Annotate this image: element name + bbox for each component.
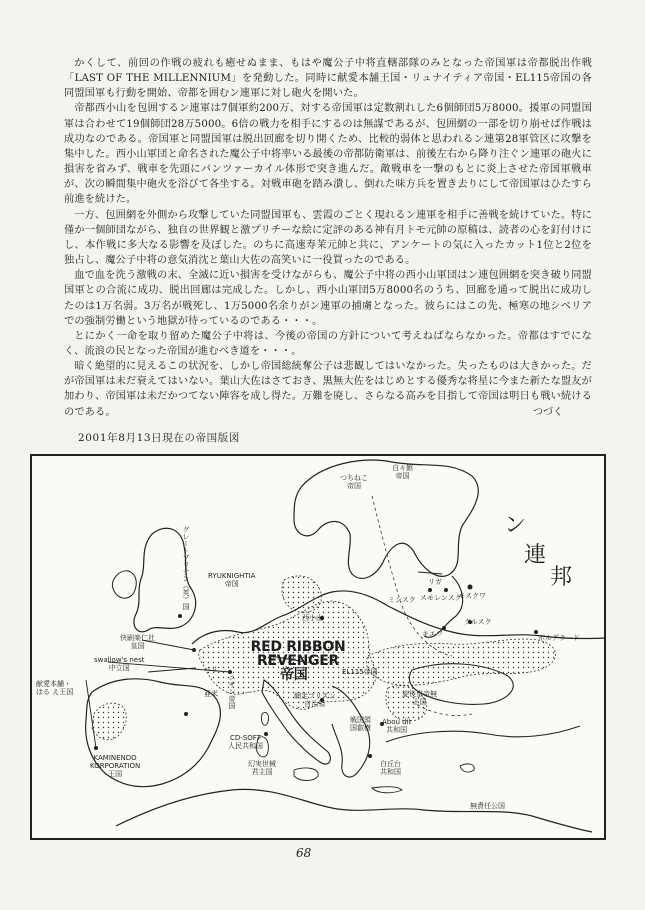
label-kenai: 献愛本舗・ はる え王国 xyxy=(36,680,74,696)
label-teikoku-main: 帝国 xyxy=(280,667,308,683)
label-kiev: キエフ xyxy=(422,630,443,638)
label-abouto: Abou dit 共和国 xyxy=(382,718,412,734)
map-caption: 2001年8月13日現在の帝国版図 xyxy=(78,432,240,444)
label-swallow: swallow's nest 中立国 xyxy=(94,656,145,672)
crete xyxy=(372,787,402,793)
cyprus xyxy=(460,764,474,772)
label-smolensk: スモレンスク xyxy=(420,594,462,602)
label-riga: リガ xyxy=(428,578,442,586)
label-cd-soft: CD-SOFT 人民共和国 xyxy=(228,734,263,750)
label-shirasagikan: 白々館 帝国 xyxy=(392,464,413,480)
label-paris: パリ xyxy=(204,666,218,674)
body-text xyxy=(64,56,592,420)
label-red-ribbon: RED RIBBON REVENGER xyxy=(250,639,346,669)
label-ussr-bang: 邦 xyxy=(550,565,573,590)
label-ussr-n: ン xyxy=(504,513,527,538)
scandinavia-outline xyxy=(294,460,478,578)
paragraph: 一方、包囲網を外側から攻撃していた同盟国軍も、雲霞のごとく現れるン連軍を相手に善戦を続けていた。特に僅か一個師団ながら、独自の世界観と激プリチーな絵に定評のある神有月トモ元帥の原稿は、読者の心を釘付けにし、本作戦に多大なる影響を及ぼした。のちに高速寿茉元帥と共に、アンケートの気に入ったカット1位と2位を独占し、魔公子中将の意気消沈と葉山大佐の高笑いに一役買ったのである。 xyxy=(64,209,592,267)
paragraph: 帝都西小山を包囲するン連軍は7個軍約200万、対する帝国軍は定数割れした6個師団5万8000。援軍の同盟国軍は合わせて19個師団28万5000。6倍の戦力を相手にするのは無謀であるが、包囲網の一部を切り崩せば作戦は成功なのである。帝国軍と同盟国軍は脱出回廊を切り開くため、比較的弱体と思われるン連第28軍管区に攻撃を集中した。西小山軍団と命名された魔公子中将率いる最後の帝都防衛軍は、前後左右から降り注ぐン連軍の砲火に損害を省みず、戦車を先頭にパンツァーカイル体形で突き進んだ。敵戦車を一撃のもとに炎上させた帝国軍戦車が、次の瞬間集中砲火を浴びて各坐する。対戦車砲を踏み潰し、倒れた味方兵を置き去りにして帝国軍はひたすら前進を続けた。 xyxy=(64,103,592,206)
label-kaminendo: KAMINENDO KORPORATION 王国 xyxy=(90,754,141,778)
label-el115: EL115帝国 xyxy=(342,668,378,676)
label-nishikoyama: 西小山 xyxy=(302,614,323,622)
sicily xyxy=(294,768,318,781)
paragraph: かくして、前回の作戦の疲れも癒せぬまま、もはや魔公子中将直轄部隊のみとなった帝国軍は帝都脱出作戦「LAST OF THE MILLENNIUM」を発動した。同時に献愛本舗王国・リュナイティア帝国・EL115帝国の各同盟国軍も行動を開始、帝都を囲むン連軍に対し砲火を開いた。 xyxy=(64,58,592,100)
ireland-outline xyxy=(112,571,136,598)
to-be-continued: つづく xyxy=(533,407,563,418)
label-kursk: クルスク xyxy=(464,618,492,626)
europe-map xyxy=(30,454,606,840)
paragraph: 暗く絶望的に見えるこの状況を、しかし帝国総統奪公子は悲観してはいなかった。失ったものは大きかった。だが帝国軍は未だ衰えてはいない。葉山大佐はさておき、黒無大佐をはじめとする優秀な将星に今また新たな盟友が加わり、帝国軍は未だかつてない陣容を成し得た。万難を廃し、さらなる高みを目指して帝国は明日も戦い続けるのである。 xyxy=(64,361,592,418)
label-teikoku-vert: ニサン帝国 xyxy=(228,674,236,709)
label-senkai: 旋後皇帝無 王国 xyxy=(402,690,437,706)
label-kaikan: 快刷楽仁社 皇国 xyxy=(120,634,155,650)
label-tsuchineko: つちねこ 帝国 xyxy=(340,474,368,490)
label-gensou: 幻実世械 君主国 xyxy=(248,760,276,776)
label-shirohugadai: 白丘台 共和国 xyxy=(380,760,401,776)
corsica xyxy=(262,712,269,725)
page-number: 68 xyxy=(296,846,312,860)
label-abasiri: 網走プリズン 自治領 xyxy=(294,692,336,708)
paragraph: とにかく一命を取り留めた魔公子中将は、今後の帝国の方針について考えねばならなかった。帝都はすでになく、流浪の民となった帝国が進むべき道を・・・。 xyxy=(64,330,592,357)
label-amami: 亜米 xyxy=(204,690,218,698)
label-great-britain: グレートブリテン（英）国 xyxy=(182,526,190,610)
label-minsk: ミンスク xyxy=(388,596,416,604)
ryuknightia-territory xyxy=(282,576,322,612)
label-sengoku: 戦国領 国叡樹 xyxy=(350,716,371,732)
label-moscow: モスクワ xyxy=(458,592,486,600)
label-ryuknightia: RYUKNIGHTIA 帝国 xyxy=(208,572,256,588)
north-africa-coast xyxy=(116,789,592,832)
label-volgograd: ボルグラード xyxy=(538,634,580,642)
anatomia-coast xyxy=(386,726,580,742)
label-ussr-ren: 連 xyxy=(524,543,547,568)
paragraph: 血で血を洗う激戦の末、全滅に近い損害を受けながらも、魔公子中将の西小山軍団はン連包囲網を突き破り同盟国軍との合流に成功、脱出回廊は完成した。しかし、西小山軍団5万8000名のうち、回廊を通って脱出に成功したのは1万名弱。3万名が戦死し、1万5000名余りがン連軍の捕虜となった。彼らにはこの先、極寒の地シベリアでの強制労働という地獄が待っているのである・・・。 xyxy=(64,270,592,327)
label-musekinin: 無責任公国 xyxy=(470,802,505,810)
